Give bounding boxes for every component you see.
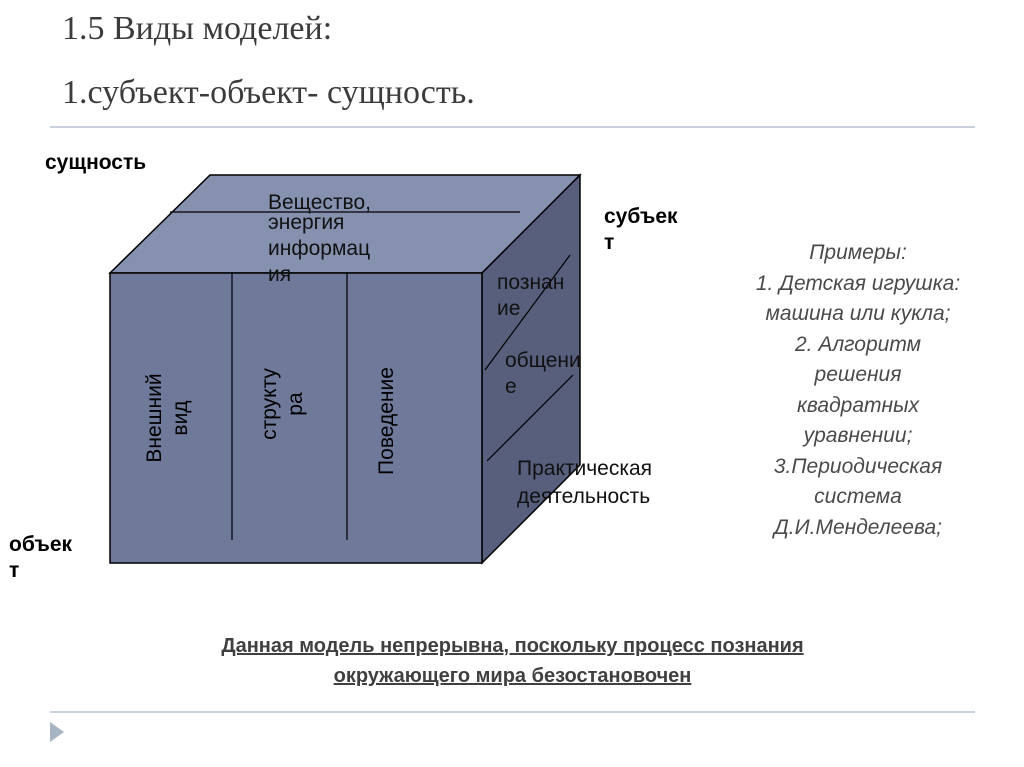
examples-line: 2. Алгоритм: [794, 332, 921, 356]
side-face-label-communication-line2: е: [505, 375, 517, 398]
examples-line: система: [814, 485, 902, 508]
side-face-label-communication: [505, 348, 581, 400]
top-face-label-information-line2: ия: [268, 263, 292, 286]
footer-divider: [50, 711, 975, 713]
front-face-label-structure: структу ра: [258, 368, 307, 440]
side-face-label-cognition-line2: ие: [497, 297, 521, 320]
axis-label-object: [9, 532, 72, 584]
axis-label-object-line2: т: [9, 559, 20, 582]
axis-label-subject-line2: т: [604, 231, 615, 254]
front-face-label-appearance: Внешний вид: [143, 373, 192, 463]
examples-line: Д.И.Менделеева;: [773, 515, 942, 539]
side-face-label-communication-line1: общени: [505, 349, 581, 372]
next-slide-arrow-icon[interactable]: [50, 722, 64, 742]
axis-label-essence: сущность: [45, 151, 147, 174]
examples-line: Примеры:: [809, 241, 907, 264]
conclusion-line1: Данная модель непрерывна, поскольку процесс познания: [221, 635, 804, 657]
conclusion-line2: окружающего мира безостановочен: [333, 665, 692, 687]
examples-line: решения: [814, 363, 902, 386]
top-face-label-substance: [268, 190, 371, 236]
side-face-label-practice-line1: Практическая: [517, 457, 653, 480]
side-face-label-practice: [517, 456, 652, 510]
side-face-label-cognition-line1: познан: [497, 271, 565, 294]
examples-line: квадратных: [796, 393, 920, 417]
slide-title-line2: 1.субъект-объект- сущность.: [62, 74, 475, 111]
examples-line: уравнении;: [803, 424, 913, 447]
front-face-label-behavior: Поведение: [375, 367, 398, 475]
side-face-label-practice-line2: деятельность: [517, 485, 651, 508]
conclusion-text: [100, 631, 925, 691]
examples-line: машина или кукла;: [765, 302, 951, 325]
top-face-label-substance-line1: Вещество,: [268, 191, 371, 214]
top-face-label-information: [268, 236, 370, 288]
axis-label-subject: [604, 204, 678, 256]
top-face-label-substance-line2: энергия: [268, 211, 345, 234]
examples-line: 3.Периодическая: [773, 454, 943, 478]
top-face-label-information-line1: информац: [268, 237, 371, 260]
side-face-label-cognition: [497, 270, 564, 322]
slide-title-line1: 1.5 Виды моделей:: [62, 10, 333, 47]
examples-text: [718, 238, 998, 543]
axis-label-object-line1: объек: [9, 533, 73, 556]
axis-label-subject-line1: субъек: [604, 205, 678, 228]
examples-line: 1. Детская игрушка:: [755, 271, 961, 295]
